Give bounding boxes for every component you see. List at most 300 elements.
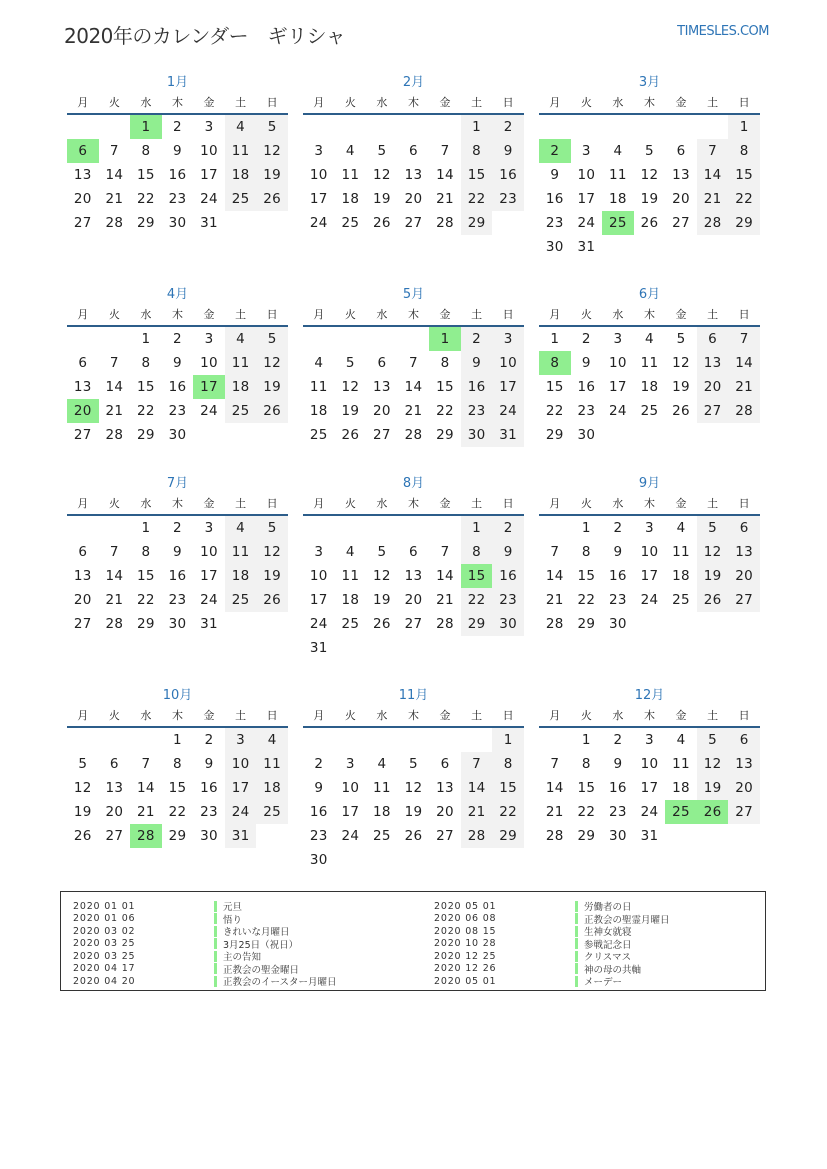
holiday-day-cell: 15 bbox=[461, 564, 493, 588]
day-cell: 10 bbox=[577, 167, 596, 183]
day-cell: 7 bbox=[697, 139, 729, 163]
day-cell: 21 bbox=[105, 592, 124, 608]
empty-cell bbox=[99, 516, 131, 540]
day-cell: 6 bbox=[728, 728, 760, 752]
holiday-row bbox=[61, 913, 337, 926]
day-cell: 2 bbox=[173, 119, 182, 135]
weekday-header bbox=[67, 494, 288, 516]
empty-cell bbox=[303, 327, 335, 351]
day-cell: 24 bbox=[640, 804, 659, 820]
day-cell: 20 bbox=[373, 403, 391, 419]
holiday-marker bbox=[575, 938, 578, 949]
holiday-row bbox=[61, 950, 337, 963]
weekday-label: 金 bbox=[675, 709, 687, 722]
day-cell: 14 bbox=[105, 568, 124, 584]
day-cell: 24 bbox=[492, 399, 524, 423]
day-cell: 9 bbox=[550, 167, 560, 183]
holiday-marker bbox=[575, 926, 578, 937]
day-cell: 29 bbox=[137, 616, 155, 632]
day-cell: 28 bbox=[105, 616, 124, 632]
month-name: 10月 bbox=[162, 688, 193, 703]
weekday-header bbox=[67, 93, 288, 115]
holiday-name: 元旦 bbox=[223, 902, 243, 914]
empty-cell bbox=[571, 115, 603, 139]
day-cell: 29 bbox=[137, 215, 155, 231]
day-cell: 21 bbox=[436, 592, 454, 608]
day-cell: 11 bbox=[225, 139, 257, 163]
day-cell: 5 bbox=[697, 516, 729, 540]
empty-cell bbox=[429, 728, 461, 752]
day-cell: 18 bbox=[341, 592, 360, 608]
day-cell: 30 bbox=[168, 215, 187, 231]
day-cell: 11 bbox=[609, 167, 627, 183]
weekday-label: 日 bbox=[502, 308, 514, 321]
day-cell: 22 bbox=[577, 592, 596, 608]
day-cell: 5 bbox=[377, 143, 387, 159]
day-cell: 12 bbox=[640, 167, 659, 183]
weekday-label: 水 bbox=[376, 497, 388, 510]
holiday-day-cell: 25 bbox=[602, 211, 634, 235]
day-cell: 12 bbox=[373, 568, 391, 584]
day-cell: 24 bbox=[577, 215, 596, 231]
weekday-label: 木 bbox=[643, 497, 655, 510]
day-cell: 16 bbox=[492, 163, 524, 187]
month-calendar bbox=[303, 686, 524, 872]
month-name: 5月 bbox=[402, 287, 425, 302]
empty-cell bbox=[303, 516, 335, 540]
empty-cell bbox=[539, 115, 571, 139]
day-cell: 15 bbox=[461, 163, 493, 187]
month-calendar bbox=[539, 73, 760, 259]
day-grid bbox=[67, 115, 288, 235]
day-cell: 16 bbox=[309, 804, 328, 820]
day-cell: 26 bbox=[256, 187, 288, 211]
day-cell: 21 bbox=[105, 191, 124, 207]
day-cell: 23 bbox=[492, 588, 524, 612]
day-cell: 18 bbox=[225, 375, 257, 399]
day-cell: 31 bbox=[225, 824, 257, 848]
day-cell: 14 bbox=[728, 351, 760, 375]
holiday-row bbox=[422, 938, 670, 951]
day-cell: 12 bbox=[256, 540, 288, 564]
day-cell: 23 bbox=[168, 403, 187, 419]
holiday-marker bbox=[214, 951, 217, 962]
day-cell: 13 bbox=[404, 568, 423, 584]
holiday-row bbox=[422, 963, 670, 976]
holiday-name: 参戦記念日 bbox=[584, 939, 632, 951]
day-cell: 11 bbox=[672, 756, 690, 772]
holiday-row bbox=[422, 925, 670, 938]
day-cell: 25 bbox=[225, 399, 257, 423]
day-cell: 26 bbox=[404, 828, 423, 844]
day-cell: 18 bbox=[373, 804, 391, 820]
day-cell: 20 bbox=[404, 191, 423, 207]
day-cell: 7 bbox=[440, 143, 450, 159]
day-cell: 4 bbox=[225, 327, 257, 351]
weekday-label: 木 bbox=[407, 497, 419, 510]
day-cell: 6 bbox=[728, 516, 760, 540]
weekday-label: 木 bbox=[171, 308, 183, 321]
day-cell: 11 bbox=[309, 379, 328, 395]
day-cell: 7 bbox=[141, 756, 151, 772]
month-calendar bbox=[539, 686, 760, 848]
day-cell: 25 bbox=[341, 616, 360, 632]
day-cell: 13 bbox=[728, 540, 760, 564]
day-cell: 8 bbox=[173, 756, 182, 772]
day-cell: 30 bbox=[200, 828, 218, 844]
month-calendar bbox=[67, 73, 288, 235]
day-cell: 18 bbox=[341, 191, 360, 207]
holiday-date: 2020 03 25 bbox=[73, 938, 136, 950]
day-cell: 6 bbox=[409, 143, 418, 159]
day-cell: 16 bbox=[168, 568, 187, 584]
weekday-label: 水 bbox=[612, 96, 624, 109]
day-cell: 1 bbox=[728, 115, 760, 139]
weekday-header bbox=[539, 305, 760, 327]
day-cell: 9 bbox=[492, 540, 524, 564]
day-cell: 6 bbox=[676, 143, 686, 159]
day-cell: 27 bbox=[404, 616, 423, 632]
empty-cell bbox=[398, 115, 430, 139]
day-cell: 14 bbox=[105, 167, 124, 183]
day-cell: 22 bbox=[577, 804, 596, 820]
month-calendar bbox=[67, 474, 288, 636]
holiday-date: 2020 10 28 bbox=[434, 938, 497, 950]
day-cell: 4 bbox=[613, 143, 623, 159]
empty-cell bbox=[539, 728, 571, 752]
weekday-label: 水 bbox=[376, 96, 388, 109]
weekday-label: 日 bbox=[266, 709, 278, 722]
day-cell: 6 bbox=[697, 327, 729, 351]
weekday-header bbox=[539, 93, 760, 115]
day-cell: 2 bbox=[204, 732, 214, 748]
day-cell: 23 bbox=[609, 804, 627, 820]
holiday-column-right bbox=[422, 900, 670, 988]
day-cell: 5 bbox=[256, 516, 288, 540]
day-cell: 10 bbox=[200, 143, 218, 159]
holiday-marker bbox=[214, 938, 217, 949]
weekday-label: 日 bbox=[738, 709, 750, 722]
day-cell: 24 bbox=[200, 403, 218, 419]
day-cell: 27 bbox=[672, 215, 690, 231]
holiday-row bbox=[61, 975, 337, 988]
day-cell: 28 bbox=[436, 215, 454, 231]
empty-cell bbox=[697, 115, 729, 139]
empty-cell bbox=[461, 728, 493, 752]
day-cell: 12 bbox=[256, 351, 288, 375]
weekday-label: 土 bbox=[707, 497, 719, 510]
weekday-label: 火 bbox=[108, 709, 120, 722]
day-cell: 3 bbox=[492, 327, 524, 351]
day-cell: 1 bbox=[581, 520, 591, 536]
day-cell: 18 bbox=[309, 403, 328, 419]
day-cell: 20 bbox=[73, 592, 92, 608]
holiday-date: 2020 12 25 bbox=[434, 950, 497, 962]
month-calendar bbox=[539, 285, 760, 447]
holiday-marker bbox=[575, 976, 578, 987]
day-cell: 22 bbox=[545, 403, 564, 419]
weekday-label: 土 bbox=[707, 96, 719, 109]
weekday-label: 月 bbox=[77, 497, 89, 510]
empty-cell bbox=[303, 115, 335, 139]
day-cell: 8 bbox=[581, 756, 591, 772]
day-cell: 14 bbox=[436, 568, 454, 584]
day-cell: 10 bbox=[309, 167, 328, 183]
day-cell: 26 bbox=[256, 588, 288, 612]
day-cell: 19 bbox=[697, 564, 729, 588]
day-cell: 9 bbox=[613, 544, 623, 560]
weekday-label: 日 bbox=[738, 308, 750, 321]
day-cell: 8 bbox=[141, 544, 151, 560]
holiday-row bbox=[422, 913, 670, 926]
day-cell: 30 bbox=[609, 616, 627, 632]
day-cell: 11 bbox=[672, 544, 690, 560]
holiday-date: 2020 03 25 bbox=[73, 950, 136, 962]
day-cell: 9 bbox=[581, 355, 591, 371]
day-cell: 25 bbox=[341, 215, 360, 231]
holiday-row bbox=[61, 900, 337, 913]
day-cell: 17 bbox=[200, 167, 218, 183]
holiday-name: クリスマス bbox=[584, 952, 632, 964]
empty-cell bbox=[366, 115, 398, 139]
holiday-marker bbox=[214, 976, 217, 987]
weekday-label: 金 bbox=[675, 96, 687, 109]
day-cell: 10 bbox=[200, 544, 218, 560]
holiday-day-cell: 28 bbox=[130, 824, 162, 848]
day-cell: 12 bbox=[373, 167, 391, 183]
site-logo[interactable]: TIMESLES.COM bbox=[677, 24, 769, 39]
day-cell: 17 bbox=[309, 191, 328, 207]
day-cell: 9 bbox=[173, 143, 182, 159]
day-cell: 7 bbox=[109, 143, 119, 159]
day-cell: 5 bbox=[256, 327, 288, 351]
day-cell: 4 bbox=[676, 732, 686, 748]
day-cell: 3 bbox=[204, 331, 214, 347]
weekday-label: 火 bbox=[344, 308, 356, 321]
day-cell: 23 bbox=[200, 804, 218, 820]
day-cell: 13 bbox=[73, 379, 92, 395]
day-cell: 20 bbox=[672, 191, 690, 207]
empty-cell bbox=[665, 115, 697, 139]
holiday-marker bbox=[575, 913, 578, 924]
day-cell: 26 bbox=[640, 215, 659, 231]
day-cell: 4 bbox=[314, 355, 324, 371]
day-cell: 23 bbox=[577, 403, 596, 419]
day-cell: 21 bbox=[697, 187, 729, 211]
day-cell: 30 bbox=[168, 427, 187, 443]
day-cell: 24 bbox=[200, 191, 218, 207]
day-cell: 13 bbox=[728, 752, 760, 776]
day-cell: 24 bbox=[309, 215, 328, 231]
day-cell: 16 bbox=[461, 375, 493, 399]
day-cell: 23 bbox=[309, 828, 328, 844]
day-cell: 27 bbox=[728, 588, 760, 612]
day-cell: 12 bbox=[697, 540, 729, 564]
holiday-marker bbox=[214, 963, 217, 974]
holiday-name: メーデー bbox=[584, 977, 623, 989]
day-cell: 22 bbox=[137, 191, 155, 207]
day-grid bbox=[539, 728, 760, 848]
day-cell: 29 bbox=[492, 824, 524, 848]
day-cell: 15 bbox=[137, 167, 155, 183]
day-cell: 9 bbox=[173, 355, 182, 371]
day-cell: 4 bbox=[345, 143, 355, 159]
day-cell: 31 bbox=[200, 616, 218, 632]
weekday-label: 火 bbox=[580, 308, 592, 321]
day-cell: 4 bbox=[225, 516, 257, 540]
weekday-label: 木 bbox=[407, 96, 419, 109]
day-cell: 5 bbox=[697, 728, 729, 752]
day-cell: 28 bbox=[728, 399, 760, 423]
holiday-day-cell: 17 bbox=[193, 375, 225, 399]
weekday-label: 金 bbox=[439, 308, 451, 321]
day-cell: 10 bbox=[492, 351, 524, 375]
day-cell: 18 bbox=[256, 776, 288, 800]
holiday-row bbox=[422, 975, 670, 988]
day-cell: 17 bbox=[640, 780, 659, 796]
weekday-label: 木 bbox=[171, 497, 183, 510]
day-cell: 1 bbox=[461, 516, 493, 540]
day-cell: 23 bbox=[168, 191, 187, 207]
day-cell: 22 bbox=[461, 588, 493, 612]
weekday-label: 火 bbox=[580, 497, 592, 510]
day-cell: 5 bbox=[409, 756, 418, 772]
day-cell: 20 bbox=[728, 776, 760, 800]
empty-cell bbox=[335, 728, 367, 752]
weekday-label: 日 bbox=[738, 96, 750, 109]
weekday-label: 水 bbox=[140, 96, 152, 109]
day-cell: 30 bbox=[461, 423, 493, 447]
day-cell: 16 bbox=[609, 780, 627, 796]
empty-cell bbox=[67, 327, 99, 351]
day-cell: 23 bbox=[492, 187, 524, 211]
weekday-label: 火 bbox=[580, 709, 592, 722]
month-name: 7月 bbox=[166, 476, 189, 491]
month-name: 4月 bbox=[166, 287, 189, 302]
holiday-date: 2020 01 01 bbox=[73, 900, 136, 912]
day-cell: 7 bbox=[409, 355, 418, 371]
holiday-day-cell: 2 bbox=[539, 139, 571, 163]
holiday-marker bbox=[214, 926, 217, 937]
day-cell: 2 bbox=[492, 115, 524, 139]
month-calendar bbox=[539, 474, 760, 636]
day-cell: 14 bbox=[436, 167, 454, 183]
empty-cell bbox=[99, 728, 131, 752]
day-cell: 7 bbox=[109, 544, 119, 560]
day-grid bbox=[539, 115, 760, 259]
day-cell: 12 bbox=[672, 355, 690, 371]
weekday-label: 土 bbox=[707, 709, 719, 722]
weekday-label: 火 bbox=[108, 497, 120, 510]
day-cell: 10 bbox=[609, 355, 627, 371]
day-cell: 6 bbox=[78, 544, 88, 560]
weekday-label: 水 bbox=[612, 308, 624, 321]
weekday-header bbox=[67, 706, 288, 728]
day-cell: 25 bbox=[640, 403, 659, 419]
day-cell: 22 bbox=[137, 403, 155, 419]
day-cell: 31 bbox=[492, 423, 524, 447]
day-cell: 10 bbox=[341, 780, 360, 796]
day-cell: 15 bbox=[168, 780, 187, 796]
day-cell: 6 bbox=[409, 544, 418, 560]
day-cell: 1 bbox=[141, 331, 151, 347]
holiday-date: 2020 05 01 bbox=[434, 975, 497, 987]
day-cell: 13 bbox=[73, 167, 92, 183]
weekday-label: 月 bbox=[313, 709, 325, 722]
day-cell: 14 bbox=[404, 379, 423, 395]
holiday-date: 2020 01 06 bbox=[73, 913, 136, 925]
day-cell: 8 bbox=[141, 143, 151, 159]
empty-cell bbox=[99, 115, 131, 139]
day-cell: 30 bbox=[545, 239, 564, 255]
weekday-label: 月 bbox=[77, 308, 89, 321]
day-cell: 6 bbox=[78, 355, 88, 371]
day-cell: 2 bbox=[314, 756, 324, 772]
day-cell: 31 bbox=[200, 215, 218, 231]
holiday-day-cell: 20 bbox=[67, 399, 99, 423]
day-cell: 3 bbox=[314, 544, 324, 560]
day-cell: 1 bbox=[581, 732, 591, 748]
day-cell: 2 bbox=[492, 516, 524, 540]
day-cell: 11 bbox=[640, 355, 659, 371]
month-calendar bbox=[303, 474, 524, 660]
holiday-date: 2020 03 02 bbox=[73, 925, 136, 937]
day-cell: 31 bbox=[309, 640, 328, 656]
day-cell: 24 bbox=[309, 616, 328, 632]
empty-cell bbox=[99, 327, 131, 351]
holiday-name: 正教会の聖霊月曜日 bbox=[584, 914, 670, 926]
day-cell: 10 bbox=[640, 544, 659, 560]
weekday-label: 水 bbox=[140, 308, 152, 321]
day-cell: 3 bbox=[204, 520, 214, 536]
day-cell: 8 bbox=[728, 139, 760, 163]
day-cell: 18 bbox=[672, 780, 690, 796]
weekday-header bbox=[67, 305, 288, 327]
day-cell: 28 bbox=[461, 824, 493, 848]
day-cell: 8 bbox=[581, 544, 591, 560]
day-cell: 2 bbox=[613, 520, 623, 536]
day-cell: 8 bbox=[440, 355, 450, 371]
day-cell: 16 bbox=[168, 167, 187, 183]
month-name: 3月 bbox=[638, 75, 661, 90]
day-cell: 11 bbox=[341, 167, 360, 183]
day-cell: 9 bbox=[613, 756, 623, 772]
day-cell: 3 bbox=[645, 520, 654, 536]
weekday-label: 金 bbox=[439, 709, 451, 722]
day-cell: 9 bbox=[314, 780, 324, 796]
day-cell: 8 bbox=[492, 752, 524, 776]
day-cell: 11 bbox=[256, 752, 288, 776]
day-cell: 20 bbox=[728, 564, 760, 588]
day-cell: 19 bbox=[404, 804, 423, 820]
month-calendar bbox=[303, 73, 524, 235]
day-cell: 20 bbox=[73, 191, 92, 207]
day-cell: 25 bbox=[672, 592, 690, 608]
day-cell: 17 bbox=[200, 568, 218, 584]
day-cell: 5 bbox=[78, 756, 88, 772]
weekday-label: 火 bbox=[344, 96, 356, 109]
day-cell: 28 bbox=[404, 427, 423, 443]
day-cell: 15 bbox=[577, 780, 596, 796]
day-cell: 28 bbox=[436, 616, 454, 632]
weekday-label: 水 bbox=[140, 709, 152, 722]
empty-cell bbox=[67, 728, 99, 752]
day-cell: 19 bbox=[697, 776, 729, 800]
day-cell: 24 bbox=[341, 828, 360, 844]
day-cell: 1 bbox=[461, 115, 493, 139]
weekday-label: 日 bbox=[738, 497, 750, 510]
weekday-label: 日 bbox=[502, 96, 514, 109]
